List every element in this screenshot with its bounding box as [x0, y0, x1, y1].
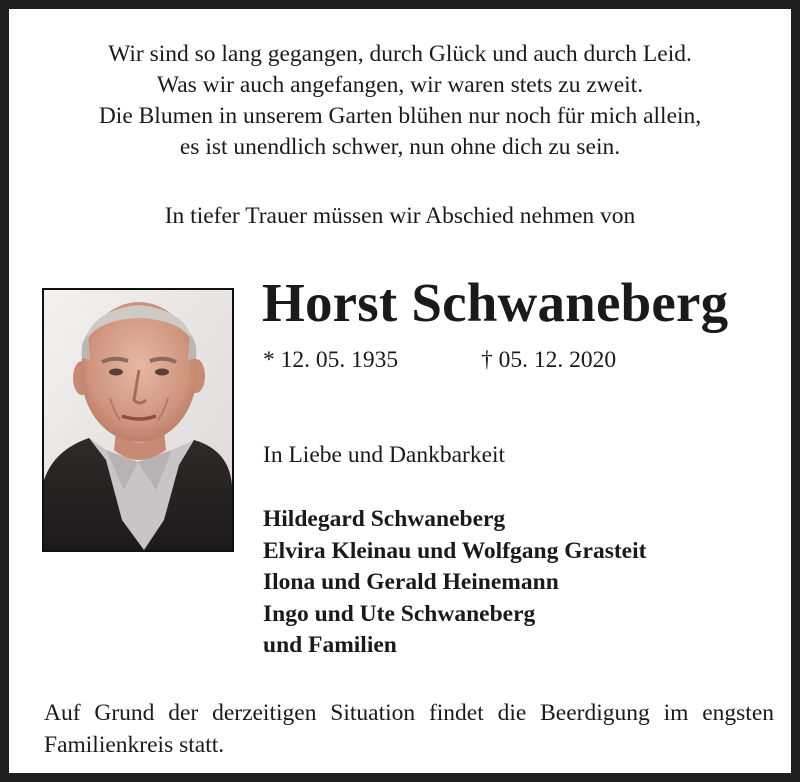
poem-line: Wir sind so lang gegangen, durch Glück und auch durch Leid.	[108, 41, 692, 67]
death-date: † 05. 12. 2020	[481, 347, 617, 373]
life-dates	[263, 345, 617, 375]
mourner-name: Elvira Kleinau und Wolfgang Grasteit	[263, 537, 647, 564]
deceased-name: Horst Schwaneberg	[262, 272, 729, 333]
intro-text: In tiefer Trauer müssen wir Abschied nehmen von	[164, 203, 636, 229]
memorial-poem	[18, 39, 782, 163]
poem-line: Was wir auch angefangen, wir waren stets zu zweit.	[156, 72, 644, 98]
mourners-list	[263, 504, 646, 662]
poem-line: es ist unendlich schwer, nun ohne dich zu sein.	[179, 134, 621, 160]
mourner-name: Hildegard Schwaneberg	[263, 506, 506, 532]
mourner-name: und Familien	[263, 632, 397, 658]
gratitude-text: In Liebe und Dankbarkeit	[263, 442, 506, 468]
funeral-notice: Auf Grund der derzeitigen Situation findet die Beerdigung im engsten Familienkreis statt.	[44, 700, 774, 758]
portrait-photo	[42, 288, 234, 552]
mourner-name: Ingo und Ute Schwaneberg	[263, 600, 536, 627]
poem-line: Die Blumen in unserem Garten blühen nur noch für mich allein,	[98, 103, 702, 129]
birth-date: * 12. 05. 1935	[263, 347, 399, 373]
mourner-name: Ilona und Gerald Heinemann	[263, 569, 559, 595]
